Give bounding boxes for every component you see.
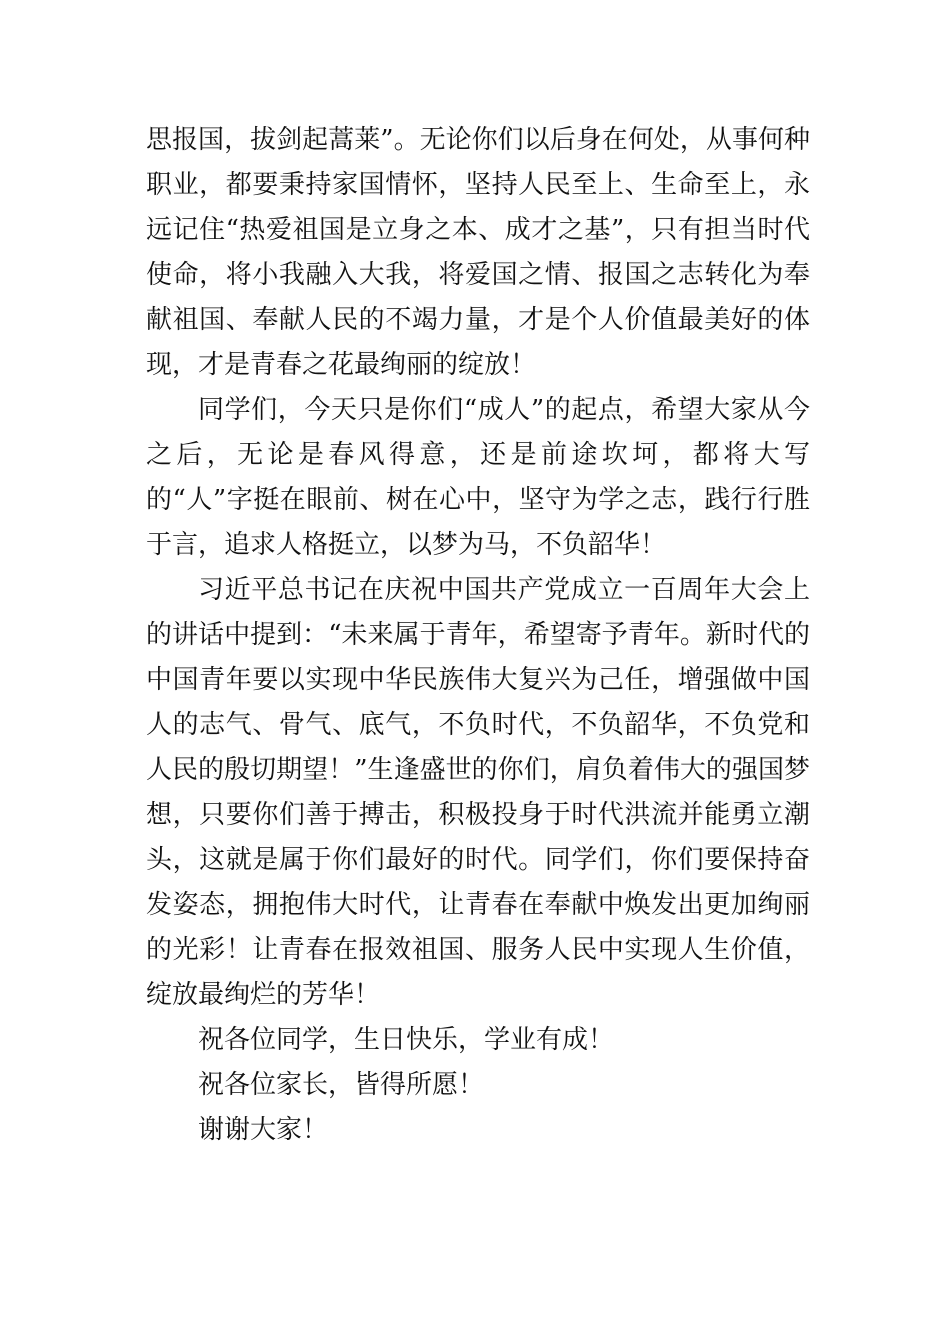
- closing-line-parents: 祝各位家长，皆得所愿！: [198, 1070, 485, 1100]
- closing-line-students: 祝各位同学，生日快乐，学业有成！: [198, 1025, 615, 1055]
- closing-line-thanks: 谢谢大家！: [198, 1115, 329, 1145]
- document-body: [146, 118, 810, 1153]
- paragraph-classmates-start: 同学们，今天只是你们“成人”的起点，希望大家从今之后，无论是春风得意，还是前途坎坷，都将大写的“人”字挺在眼前、树在心中，坚守为学之志，践行行胜于言，追求人格挺立，以梦为马，不负韶华！: [146, 395, 810, 560]
- paragraph-continuation: 思报国，拔剑起蒿莱”。无论你们以后身在何处，从事何种职业，都要秉持家国情怀，坚持人民至上、生命至上，永远记住“热爱祖国是立身之本、成才之基”，只有担当时代使命，将小我融入大我，将爱国之情、报国之志转化为奉献祖国、奉献人民的不竭力量，才是个人价值最美好的体现，才是青春之花最绚丽的绽放！: [146, 125, 810, 380]
- paragraph-quote: 习近平总书记在庆祝中国共产党成立一百周年大会上的讲话中提到：“未来属于青年，希望寄予青年。新时代的中国青年要以实现中华民族伟大复兴为己任，增强做中国人的志气、骨气、底气，不负时代，不负韶华，不负党和人民的殷切期望！”生逢盛世的你们，肩负着伟大的强国梦想，只要你们善于搏击，积极投身于时代洪流并能勇立潮头，这就是属于你们最好的时代。同学们，你们要保持奋发姿态，拥抱伟大时代，让青春在奉献中焕发出更加绚丽的光彩！让青春在报效祖国、服务人民中实现人生价值，绽放最绚烂的芳华！: [146, 575, 810, 1010]
